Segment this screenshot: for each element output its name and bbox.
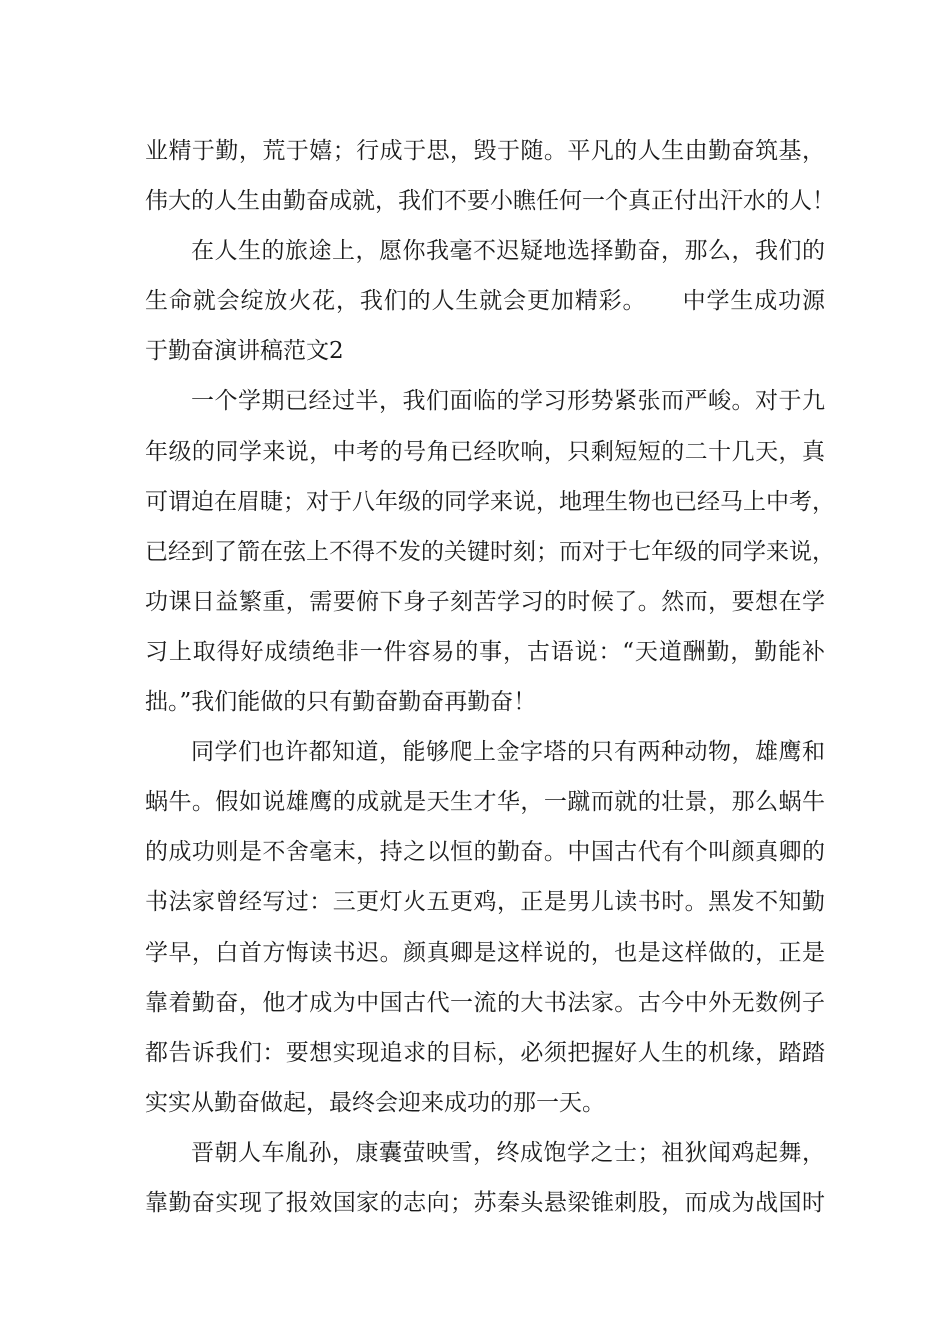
text-line: 于勤奋演讲稿范文2 bbox=[145, 338, 344, 365]
text-line: 实实从勤奋做起，最终会迎来成功的那一天。 bbox=[145, 1089, 605, 1116]
text-line: 在人生的旅途上，愿你我毫不迟疑地选择勤奋，那么，我们的 bbox=[191, 238, 825, 265]
text-line: 同学们也许都知道，能够爬上金字塔的只有两种动物，雄鹰和 bbox=[191, 739, 825, 766]
text-line: 业精于勤，荒于嬉；行成于思，毁于随。平凡的人生由勤奋筑基， bbox=[145, 138, 825, 164]
text-line: 已经到了箭在弦上不得不发的关键时刻；而对于七年级的同学来说， bbox=[145, 538, 835, 565]
text-line: 的成功则是不舍毫末，持之以恒的勤奋。中国古代有个叫颜真卿的 bbox=[145, 839, 825, 866]
body-text bbox=[145, 126, 835, 1228]
text-line: 都告诉我们：要想实现追求的目标，必须把握好人生的机缘，踏踏 bbox=[145, 1039, 825, 1066]
text-line: 生命就会绽放火花，我们的人生就会更加精彩。 中学生成功源 bbox=[145, 288, 825, 315]
text-line: 书法家曾经写过：三更灯火五更鸡，正是男儿读书时。黑发不知勤 bbox=[145, 889, 825, 916]
text-line: 伟大的人生由勤奋成就，我们不要小瞧任何一个真正付出汗水的人！ bbox=[145, 188, 835, 215]
text-line: 靠着勤奋，他才成为中国古代一流的大书法家。古今中外无数例子 bbox=[145, 989, 825, 1016]
text-line: 一个学期已经过半，我们面临的学习形势紧张而严峻。对于九 bbox=[191, 388, 825, 415]
text-line: 学早，白首方悔读书迟。颜真卿是这样说的，也是这样做的，正是 bbox=[145, 939, 825, 966]
text-line: 靠勤奋实现了报效国家的志向；苏秦头悬梁锥刺股，而成为战国时 bbox=[145, 1189, 825, 1216]
text-line: 拙。”我们能做的只有勤奋勤奋再勤奋！ bbox=[145, 689, 537, 716]
text-line: 可谓迫在眉睫；对于八年级的同学来说，地理生物也已经马上中考， bbox=[145, 488, 835, 515]
text-line: 晋朝人车胤孙，康囊萤映雪，终成饱学之士；祖狄闻鸡起舞， bbox=[191, 1139, 825, 1166]
text-line: 功课日益繁重，需要俯下身子刻苦学习的时候了。然而，要想在学 bbox=[145, 588, 825, 615]
text-line: 年级的同学来说，中考的号角已经吹响，只剩短短的二十几天，真 bbox=[145, 438, 825, 465]
text-line: 蜗牛。假如说雄鹰的成就是天生才华，一蹴而就的壮景，那么蜗牛 bbox=[145, 789, 825, 816]
text-line: 习上取得好成绩绝非一件容易的事，古语说：“天道酬勤，勤能补 bbox=[145, 638, 825, 665]
